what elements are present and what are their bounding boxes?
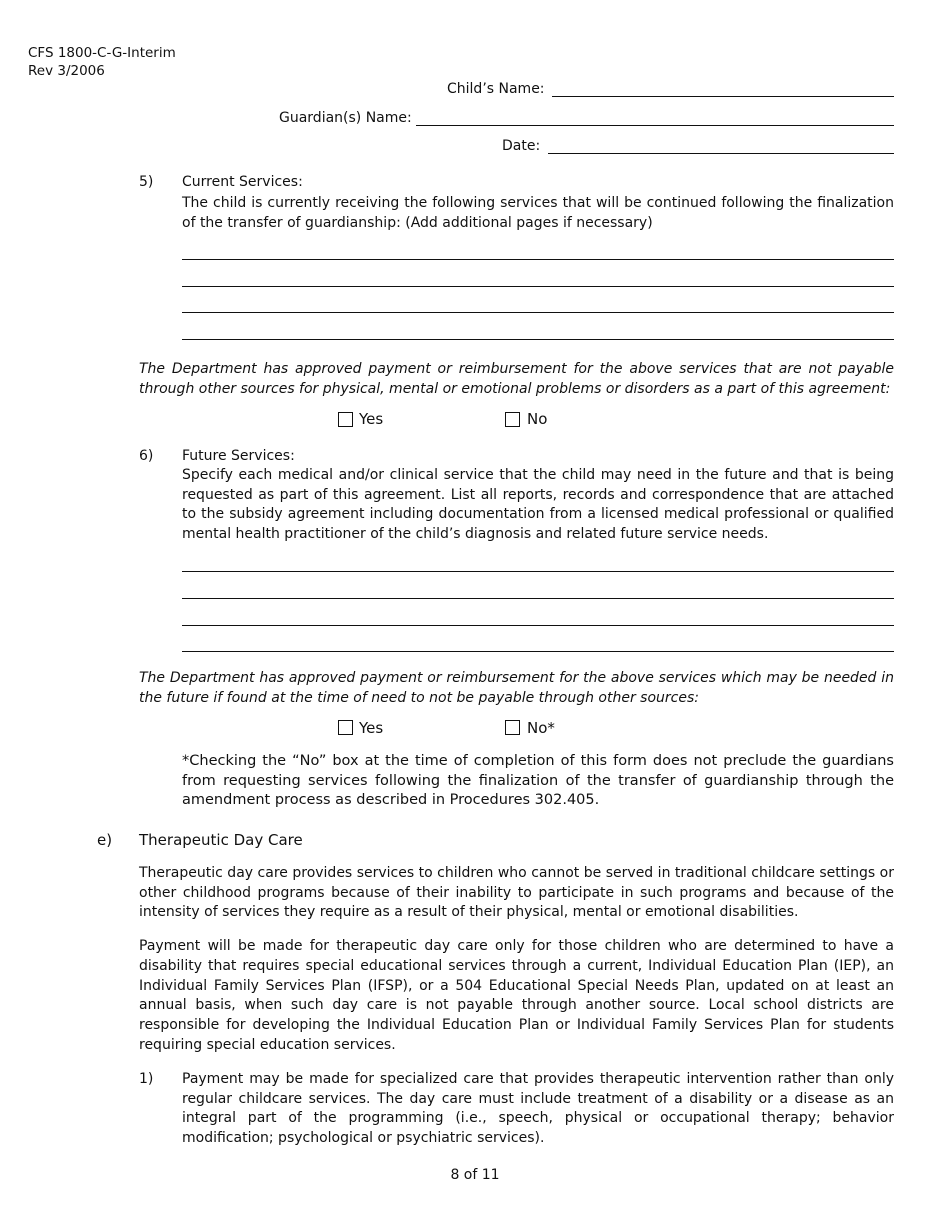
section-6-approval-text: The Department has approved payment or reimbursement for the above services which may be needed in the future if found at the time of need to not be payable through other sources: <box>139 670 894 706</box>
form-identifier <box>28 44 176 80</box>
section-6-no-label: No* <box>527 719 555 737</box>
section-5-approval-text: The Department has approved payment or reimbursement for the above services that are not payable through other sources for physical, mental or emotional problems or disorders as a part of this agreement: <box>139 361 894 397</box>
section-6-title: Future Services: <box>182 448 295 464</box>
future-services-line-4[interactable] <box>182 651 894 652</box>
current-services-line-1[interactable] <box>182 259 894 260</box>
section-5-no-label: No <box>527 410 548 428</box>
form-revision: Rev 3/2006 <box>28 63 105 79</box>
date-field[interactable] <box>548 153 894 154</box>
page-number: 8 of 11 <box>450 1167 500 1183</box>
future-services-line-2[interactable] <box>182 598 894 599</box>
future-services-line-1[interactable] <box>182 571 894 572</box>
current-services-line-2[interactable] <box>182 286 894 287</box>
section-5-yes-label: Yes <box>359 410 384 428</box>
section-6-number: 6) <box>139 448 154 464</box>
current-services-line-3[interactable] <box>182 312 894 313</box>
section-5-no-checkbox[interactable] <box>505 412 520 427</box>
section-e-letter: e) <box>97 831 113 849</box>
current-services-line-4[interactable] <box>182 339 894 340</box>
section-6-no-note: *Checking the “No” box at the time of completion of this form does not preclude the guardians from requesting services following the finalization of the transfer of guardianship through the amendment process as described in Procedures 302.405. <box>182 753 894 808</box>
section-6-yes-label: Yes <box>359 719 384 737</box>
section-5-yes-checkbox[interactable] <box>338 412 353 427</box>
child-name-label: Child’s Name: <box>447 81 545 97</box>
date-label: Date: <box>502 138 541 154</box>
child-name-field[interactable] <box>552 96 894 97</box>
section-e-paragraph-2: Payment will be made for therapeutic day care only for those children who are determined to have a disability that requires special educational services through a current, Individual Education Plan (IEP), an Individual Family Services Plan (IFSP), or a 504 Educational Special Needs Plan, updated on at least an annual basis, when such day care is not payable through another source. Local school districts are responsible for developing the Individual Education Plan or Individual Family Services Plan for students requiring special education services. <box>139 938 894 1053</box>
section-e-paragraph-1: Therapeutic day care provides services to children who cannot be served in traditional childcare settings or other childhood programs because of their inability to participate in such programs and because of the intensity of services they require as a result of their physical, mental or emotional disabilities. <box>139 865 894 921</box>
section-5-title: Current Services: <box>182 174 303 190</box>
section-5-description: The child is currently receiving the following services that will be continued following the finalization of the transfer of guardianship: (Add additional pages if necessary) <box>182 195 894 231</box>
section-6-description: Specify each medical and/or clinical service that the child may need in the future and that is being requested as part of this agreement. List all reports, records and correspondence that are attached to the subsidy agreement including documentation from a licensed medical professional or qualified mental health practitioner of the child’s diagnosis and related future service needs. <box>182 467 894 542</box>
section-e-item-1-text: Payment may be made for specialized care that provides therapeutic intervention rather than only regular childcare services. The day care must include treatment of a disability or a disease as an integral part of the programming (i.e., speech, physical or occupational therapy; behavior modification; psychological or psychiatric services). <box>182 1071 894 1146</box>
future-services-line-3[interactable] <box>182 625 894 626</box>
section-5-number: 5) <box>139 174 154 190</box>
section-6-yes-checkbox[interactable] <box>338 720 353 735</box>
section-e-title: Therapeutic Day Care <box>139 831 303 849</box>
section-6-no-checkbox[interactable] <box>505 720 520 735</box>
guardian-name-field[interactable] <box>416 125 894 126</box>
section-e-item-1-number: 1) <box>139 1071 154 1087</box>
guardian-name-label: Guardian(s) Name: <box>279 110 412 126</box>
form-id: CFS 1800-C-G-Interim <box>28 45 176 61</box>
